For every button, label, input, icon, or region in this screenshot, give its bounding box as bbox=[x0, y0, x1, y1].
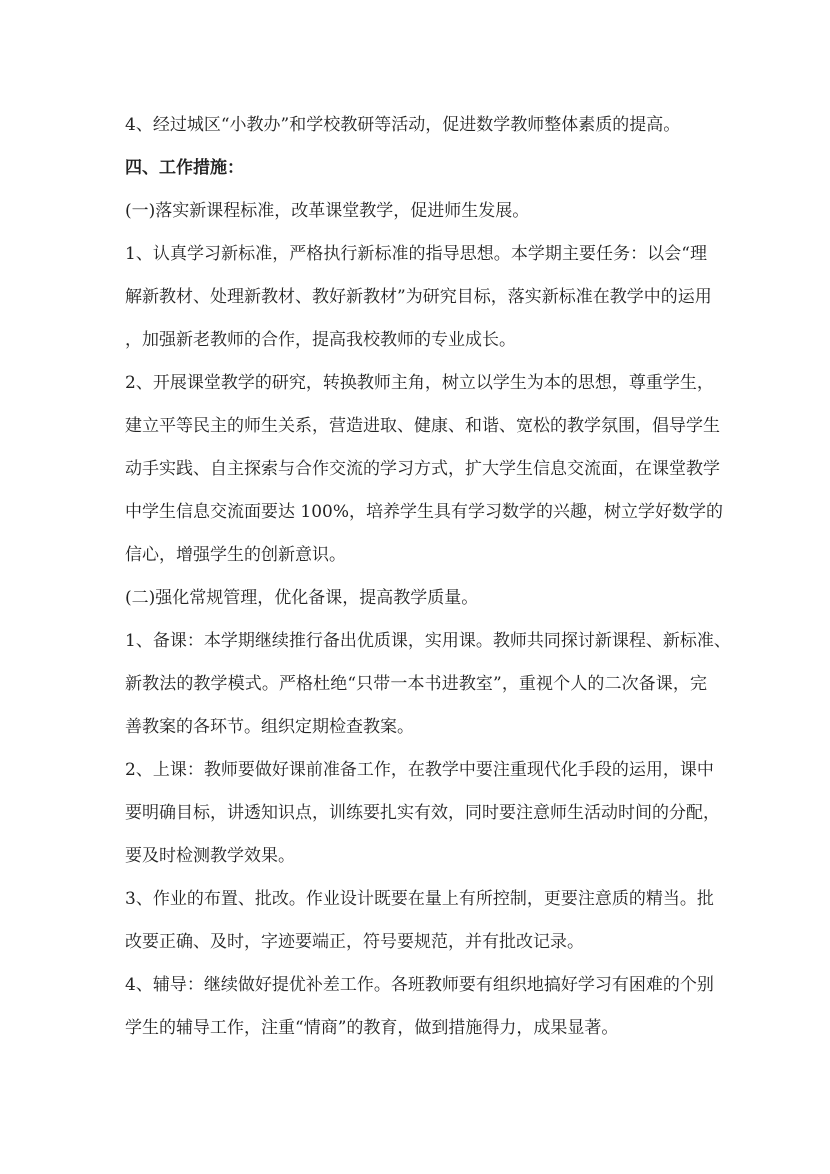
paragraph-line: 3、作业的布置、批改。作业设计既要在量上有所控制，更要注意质的精当。批 bbox=[125, 889, 714, 909]
section-heading: 四、工作措施： bbox=[125, 158, 244, 178]
paragraph-line: 学生的辅导工作，注重“情商”的教育，做到措施得力，成果显著。 bbox=[125, 1018, 619, 1038]
paragraph-line: 要及时检测教学效果。 bbox=[125, 846, 295, 866]
paragraph-line: 善教案的各环节。组织定期检查教案。 bbox=[125, 717, 414, 737]
paragraph-line: 动手实践、自主探索与合作交流的学习方式，扩大学生信息交流面，在课堂教学 bbox=[125, 459, 720, 479]
paragraph-line: 2、开展课堂教学的研究，转换教师主角，树立以学生为本的思想，尊重学生， bbox=[125, 373, 714, 393]
paragraph-line: 新教法的教学模式。严格杜绝“只带一本书进教室”，重视个人的二次备课，完 bbox=[125, 674, 707, 694]
paragraph-line: ，加强新老教师的合作，提高我校教师的专业成长。 bbox=[125, 330, 516, 350]
paragraph-line: 1、认真学习新标准，严格执行新标准的指导思想。本学期主要任务：以会“理 bbox=[125, 244, 707, 264]
paragraph-line: 要明确目标，讲透知识点，训练要扎实有效，同时要注意师生活动时间的分配， bbox=[125, 803, 720, 823]
paragraph-line: (一)落实新课程标准，改革课堂教学，促进师生发展。 bbox=[125, 201, 530, 221]
paragraph-line: 4、经过城区“小教办”和学校教研等活动，促进数学教师整体素质的提高。 bbox=[125, 115, 681, 135]
paragraph-line: 2、上课：教师要做好课前准备工作，在教学中要注重现代化手段的运用，课中 bbox=[125, 760, 714, 780]
paragraph-line: 解新教材、处理新教材、教好新教材”为研究目标，落实新标准在教学中的运用 bbox=[125, 287, 712, 307]
paragraph-line: 改要正确、及时，字迹要端正，符号要规范，并有批改记录。 bbox=[125, 932, 584, 952]
paragraph-line: 建立平等民主的师生关系，营造进取、健康、和谐、宽松的教学氛围，倡导学生 bbox=[125, 416, 720, 436]
paragraph-line: 1、备课：本学期继续推行备出优质课，实用课。教师共同探讨新课程、新标准、 bbox=[125, 631, 731, 651]
paragraph-line: 信心，增强学生的创新意识。 bbox=[125, 545, 346, 565]
paragraph-line: 4、辅导：继续做好提优补差工作。各班教师要有组织地搞好学习有困难的个别 bbox=[125, 975, 714, 995]
paragraph-line: 中学生信息交流面要达 100%，培养学生具有学习数学的兴趣，树立学好数学的 bbox=[125, 502, 724, 522]
paragraph-line: (二)强化常规管理，优化备课，提高教学质量。 bbox=[125, 588, 479, 608]
